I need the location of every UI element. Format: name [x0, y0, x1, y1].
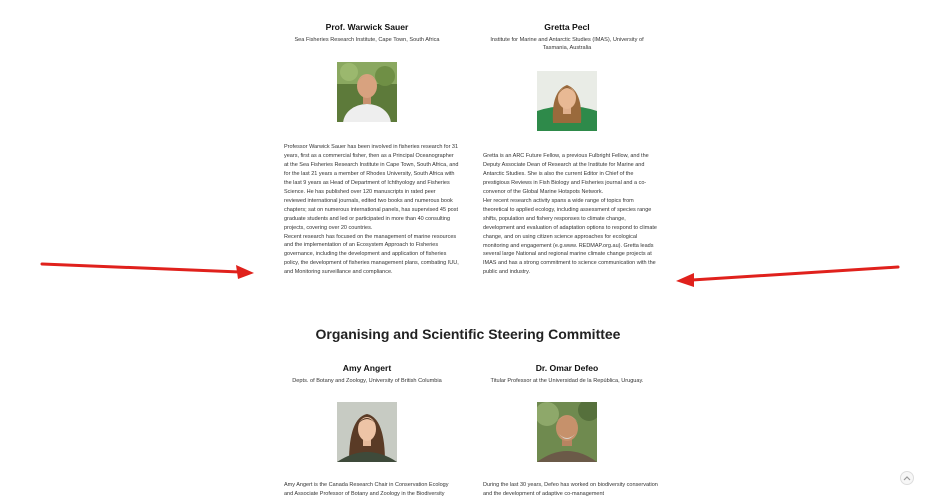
- speaker-bio-sauer: [284, 143, 459, 277]
- speaker-card-sauer: [282, 22, 452, 44]
- speaker-photo-pecl: [537, 71, 597, 131]
- speaker-affiliation: Institute for Marine and Antarctic Studies (IMAS), University of Tasmania, Australia: [490, 37, 644, 51]
- committee-heading: Organising and Scientific Steering Committee: [315, 326, 621, 342]
- committee-photo-defeo: [537, 402, 597, 462]
- red-arrow-icon-right: [672, 260, 902, 288]
- speaker-name: Gretta Pecl: [544, 22, 590, 32]
- speaker-bio-pecl: [483, 152, 658, 277]
- committee-name: Dr. Omar Defeo: [535, 363, 599, 373]
- committee-name: Amy Angert: [342, 363, 392, 373]
- bio-paragraph: Gretta is an ARC Future Fellow, a previous Fulbright Fellow, and the Deputy Associate Dean of Research at the Institute for Marine and Antarctic Studies. She is also the current Editor in Chief of the prestigious Reviews in Fish Biology and Fisheries journal and a co-convenor of the Global Marine Hotspots Network.: [483, 153, 649, 195]
- red-arrow-icon-left: [40, 258, 260, 280]
- bio-paragraph: Amy Angert is the Canada Research Chair in Conservation Ecology and Associate Professor of Botany and Zoology in the Biodiversity: [284, 482, 449, 497]
- committee-photo-angert: [337, 402, 397, 462]
- speaker-affiliation: Sea Fisheries Research Institute, Cape Town, South Africa: [294, 37, 440, 43]
- committee-affiliation: Depts. of Botany and Zoology, University of British Columbia: [292, 378, 442, 384]
- committee-affiliation: Titular Professor at the Universidad de la República, Uruguay.: [490, 378, 644, 384]
- scroll-top-button[interactable]: [900, 471, 914, 485]
- committee-card-defeo: [482, 363, 652, 385]
- committee-bio-defeo: [483, 481, 658, 499]
- bio-paragraph: During the last 30 years, Defeo has worked on biodiversity conservation and the development of adaptive co-management: [483, 482, 658, 497]
- speaker-card-pecl: [482, 22, 652, 52]
- bio-paragraph: Her recent research activity spans a wide range of topics from theoretical to applied ecology, including assessment of species range shifts, population and fishery responses to climate change, development and evaluation of adaptation options to respond to climate change, and on using citizen science approaches for ecological monitoring and engagement (e.g.www. REDMAP.org.au). Gretta leads several large National and regional marine climate change projects at IMAS and has a strong commitment to science communication with the public and industry.: [483, 197, 657, 276]
- bio-paragraph: Professor Warwick Sauer has been involved in fisheries research for 31 years, first as a commercial fisher, then as a Principal Oceanographer at the Sea Fisheries Research Institute in Cape Town, South Africa, and for the last 21 years a member of Rhodes University, South Africa with the last 9 years as Head of Department of Ichthyology and Fisheries Science. He has published over 120 manuscripts in rated peer reviewed international journals, edited two books and numerous book chapters; sat on numerous international panels, has supervised 45 post graduate students and led or participated in more than 40 consulting projects, covering over 20 countries.: [284, 144, 459, 231]
- speaker-name: Prof. Warwick Sauer: [325, 22, 409, 32]
- speaker-photo-sauer: [337, 62, 397, 122]
- committee-card-angert: [282, 363, 452, 385]
- committee-bio-angert: [284, 481, 459, 499]
- bio-paragraph: Recent research has focused on the management of marine resources and the implementation of an Ecosystem Approach to Fisheries governance, including the development and application of fisheries policy, the development of fisheries management plans, combating IUU, and Monitoring surveillance and compliance.: [284, 233, 459, 276]
- chevron-up-icon: [903, 475, 911, 481]
